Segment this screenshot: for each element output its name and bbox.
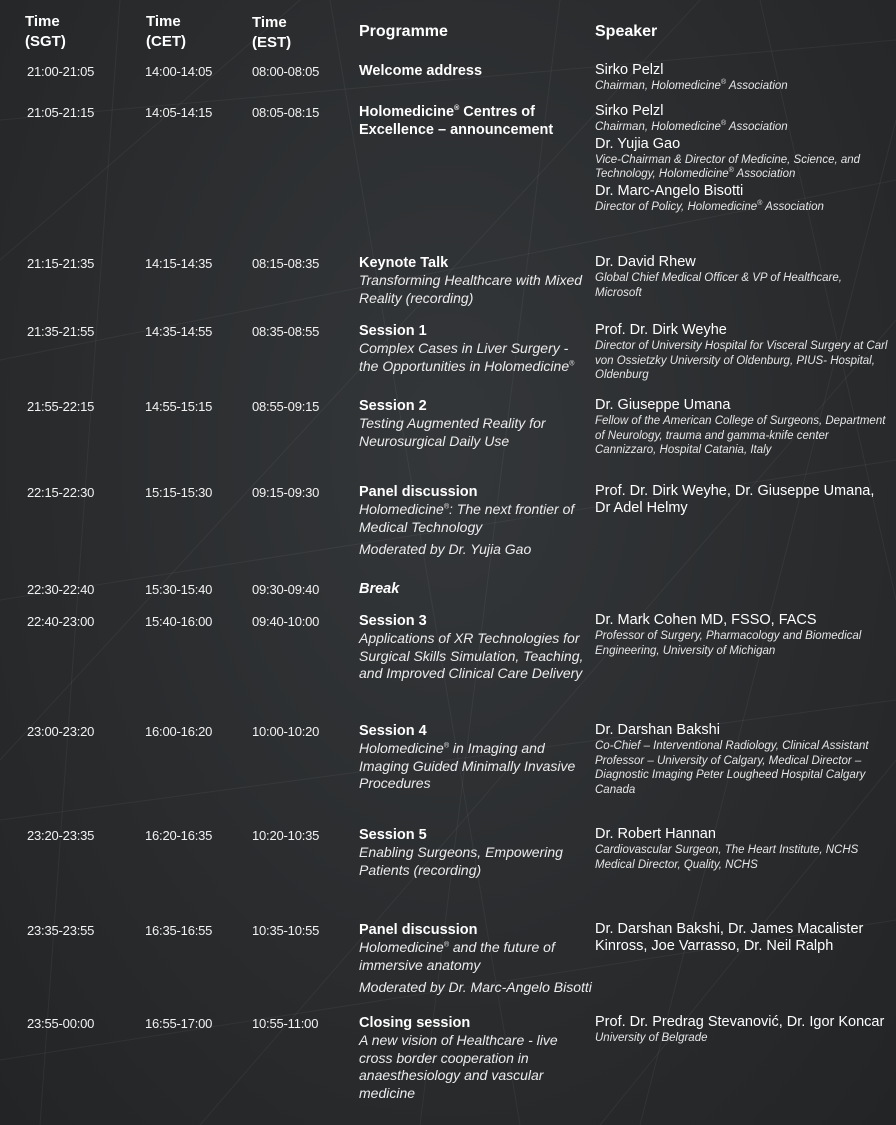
programme-cell (359, 1014, 587, 1102)
time-est: 10:00-10:20 (252, 724, 320, 739)
time-sgt: 22:30-22:40 (27, 582, 95, 597)
time-cet: 16:35-16:55 (145, 923, 213, 938)
speaker-role: Global Chief Medical Officer & VP of Healthcare, Microsoft (595, 272, 842, 299)
time-cet: 16:00-16:20 (145, 724, 213, 739)
programme-cell (359, 826, 587, 879)
programme-cell (359, 397, 587, 450)
programme-cell (359, 322, 587, 375)
time-sgt: 21:55-22:15 (27, 399, 95, 414)
speaker-cell (595, 322, 891, 384)
speaker-name: Prof. Dr. Dirk Weyhe, Dr. Giuseppe Umana, Dr Adel Helmy (595, 483, 875, 516)
time-cet: 15:30-15:40 (145, 582, 213, 597)
speaker-cell (595, 483, 891, 517)
speaker-name: Dr. David Rhew (595, 254, 696, 270)
time-cet: 14:00-14:05 (145, 64, 213, 79)
programme-title: Keynote Talk (359, 255, 449, 271)
speaker-name: Prof. Dr. Dirk Weyhe (595, 322, 727, 338)
programme-description: Enabling Surgeons, Empowering Patients (recording) (359, 844, 563, 878)
time-cet: 14:05-14:15 (145, 105, 213, 120)
time-est: 10:35-10:55 (252, 923, 320, 938)
time-cet: 16:20-16:35 (145, 828, 213, 843)
programme-title: Session 4 (359, 723, 427, 739)
time-est: 09:40-10:00 (252, 614, 320, 629)
programme-description: Applications of XR Technologies for Surgical Skills Simulation, Teaching, and Improved Clinical Care Delivery (359, 630, 584, 681)
programme-title: Holomedicine® Centres of Excellence – announcement (359, 104, 554, 138)
time-est: 08:15-08:35 (252, 256, 320, 271)
speaker-role: Professor of Surgery, Pharmacology and Biomedical Engineering, University of Michigan (595, 630, 862, 657)
speaker-cell (595, 397, 891, 459)
speaker-role: Cardiovascular Surgeon, The Heart Institute, NCHS Medical Director, Quality, NCHS (595, 844, 859, 871)
speaker-role: Director of University Hospital for Visceral Surgery at Carl von Ossietzky University of Oldenburg, PIUS- Hospital, Oldenburg (595, 340, 888, 381)
time-cet: 16:55-17:00 (145, 1016, 213, 1031)
time-est: 08:05-08:15 (252, 105, 320, 120)
time-sgt: 22:15-22:30 (27, 485, 95, 500)
time-sgt: 21:35-21:55 (27, 324, 95, 339)
speaker-name: Dr. Yujia Gao (595, 135, 681, 152)
programme-cell (359, 103, 587, 139)
moderator-note: Moderated by Dr. Yujia Gao (359, 541, 532, 557)
speaker-role: University of Belgrade (595, 1032, 708, 1044)
programme-cell (359, 921, 592, 997)
programme-description: A new vision of Healthcare - live cross border cooperation in anaesthesiology and vascular medicine (359, 1032, 558, 1101)
time-cet: 14:15-14:35 (145, 256, 213, 271)
speaker-cell (595, 254, 891, 301)
time-sgt: 23:35-23:55 (27, 923, 95, 938)
programme-title: Session 3 (359, 613, 427, 629)
header-time-sgt: Time (SGT) (25, 13, 66, 50)
programme-description: Complex Cases in Liver Surgery - the Opportunities in Holomedicine® (359, 340, 575, 374)
programme-title: Session 2 (359, 398, 427, 414)
speaker-name: Sirko Pelzl (595, 103, 664, 119)
speaker-cell (595, 103, 891, 215)
programme-title: Closing session (359, 1015, 471, 1031)
header-programme: Programme (359, 23, 448, 40)
programme-cell (359, 254, 587, 307)
speaker-name: Dr. Marc-Angelo Bisotti (595, 182, 744, 199)
speaker-cell (595, 921, 891, 955)
time-cet: 14:35-14:55 (145, 324, 213, 339)
time-est: 09:30-09:40 (252, 582, 320, 597)
speaker-name: Dr. Robert Hannan (595, 826, 716, 842)
speaker-cell (595, 612, 891, 659)
time-est: 08:00-08:05 (252, 64, 320, 79)
speaker-role: Director of Policy, Holomedicine® Association (595, 199, 824, 213)
programme-cell (359, 62, 587, 80)
programme-description: Testing Augmented Reality for Neurosurgical Daily Use (359, 415, 546, 449)
speaker-cell (595, 62, 891, 95)
speaker-role: Fellow of the American College of Surgeons, Department of Neurology, trauma and gamma-knife center Cannizzaro, Hospital Catania, Italy (595, 415, 886, 456)
time-sgt: 21:05-21:15 (27, 105, 95, 120)
time-cet: 15:40-16:00 (145, 614, 213, 629)
time-est: 08:35-08:55 (252, 324, 320, 339)
speaker-name: Sirko Pelzl (595, 62, 664, 78)
speaker-role: Co-Chief – Interventional Radiology, Clinical Assistant Professor – University of Calgary, Medical Director – Diagnostic Imaging Peter Lougheed Hospital Calgary Canada (595, 740, 869, 796)
time-cet: 15:15-15:30 (145, 485, 213, 500)
programme-title: Break (359, 581, 400, 597)
programme-cell (359, 483, 587, 559)
programme-description: Holomedicine® and the future of immersive anatomy (359, 939, 555, 973)
speaker-role: Vice-Chairman & Director of Medicine, Science, and Technology, Holomedicine® Association (595, 153, 861, 180)
time-est: 08:55-09:15 (252, 399, 320, 414)
programme-title: Panel discussion (359, 484, 478, 500)
header-speaker: Speaker (595, 23, 658, 40)
time-sgt: 21:15-21:35 (27, 256, 95, 271)
speaker-name: Dr. Giuseppe Umana (595, 397, 731, 413)
speaker-role: Chairman, Holomedicine® Association (595, 120, 788, 133)
time-cet: 14:55-15:15 (145, 399, 213, 414)
header-time-est: Time (EST) (252, 14, 292, 51)
time-sgt: 21:00-21:05 (27, 64, 95, 79)
header-time-cet: Time (CET) (146, 13, 186, 50)
speaker-role: Chairman, Holomedicine® Association (595, 79, 788, 92)
programme-cell (359, 580, 587, 598)
programme-title: Panel discussion (359, 922, 478, 938)
programme-description: Transforming Healthcare with Mixed Reality (recording) (359, 272, 583, 306)
time-est: 10:20-10:35 (252, 828, 320, 843)
speaker-name: Dr. Darshan Bakshi, Dr. James Macalister Kinross, Joe Varrasso, Dr. Neil Ralph (595, 921, 864, 954)
time-sgt: 23:20-23:35 (27, 828, 95, 843)
programme-description: Holomedicine® in Imaging and Imaging Guided Minimally Invasive Procedures (359, 740, 576, 791)
time-est: 10:55-11:00 (252, 1016, 319, 1031)
speaker-cell (595, 826, 891, 873)
time-est: 09:15-09:30 (252, 485, 320, 500)
programme-title: Welcome address (359, 63, 483, 79)
speaker-cell (595, 1014, 891, 1047)
time-sgt: 23:55-00:00 (27, 1016, 95, 1031)
speaker-name: Prof. Dr. Predrag Stevanović, Dr. Igor Koncar (595, 1014, 885, 1030)
moderator-note: Moderated by Dr. Marc-Angelo Bisotti (359, 979, 592, 995)
programme-cell (359, 722, 587, 793)
programme-description: Holomedicine®: The next frontier of Medical Technology (359, 501, 575, 535)
speaker-name: Dr. Darshan Bakshi (595, 722, 720, 738)
programme-title: Session 1 (359, 323, 427, 339)
speaker-cell (595, 722, 891, 798)
speaker-name: Dr. Mark Cohen MD, FSSO, FACS (595, 612, 817, 628)
time-sgt: 22:40-23:00 (27, 614, 95, 629)
programme-cell (359, 612, 587, 683)
time-sgt: 23:00-23:20 (27, 724, 95, 739)
programme-title: Session 5 (359, 827, 427, 843)
